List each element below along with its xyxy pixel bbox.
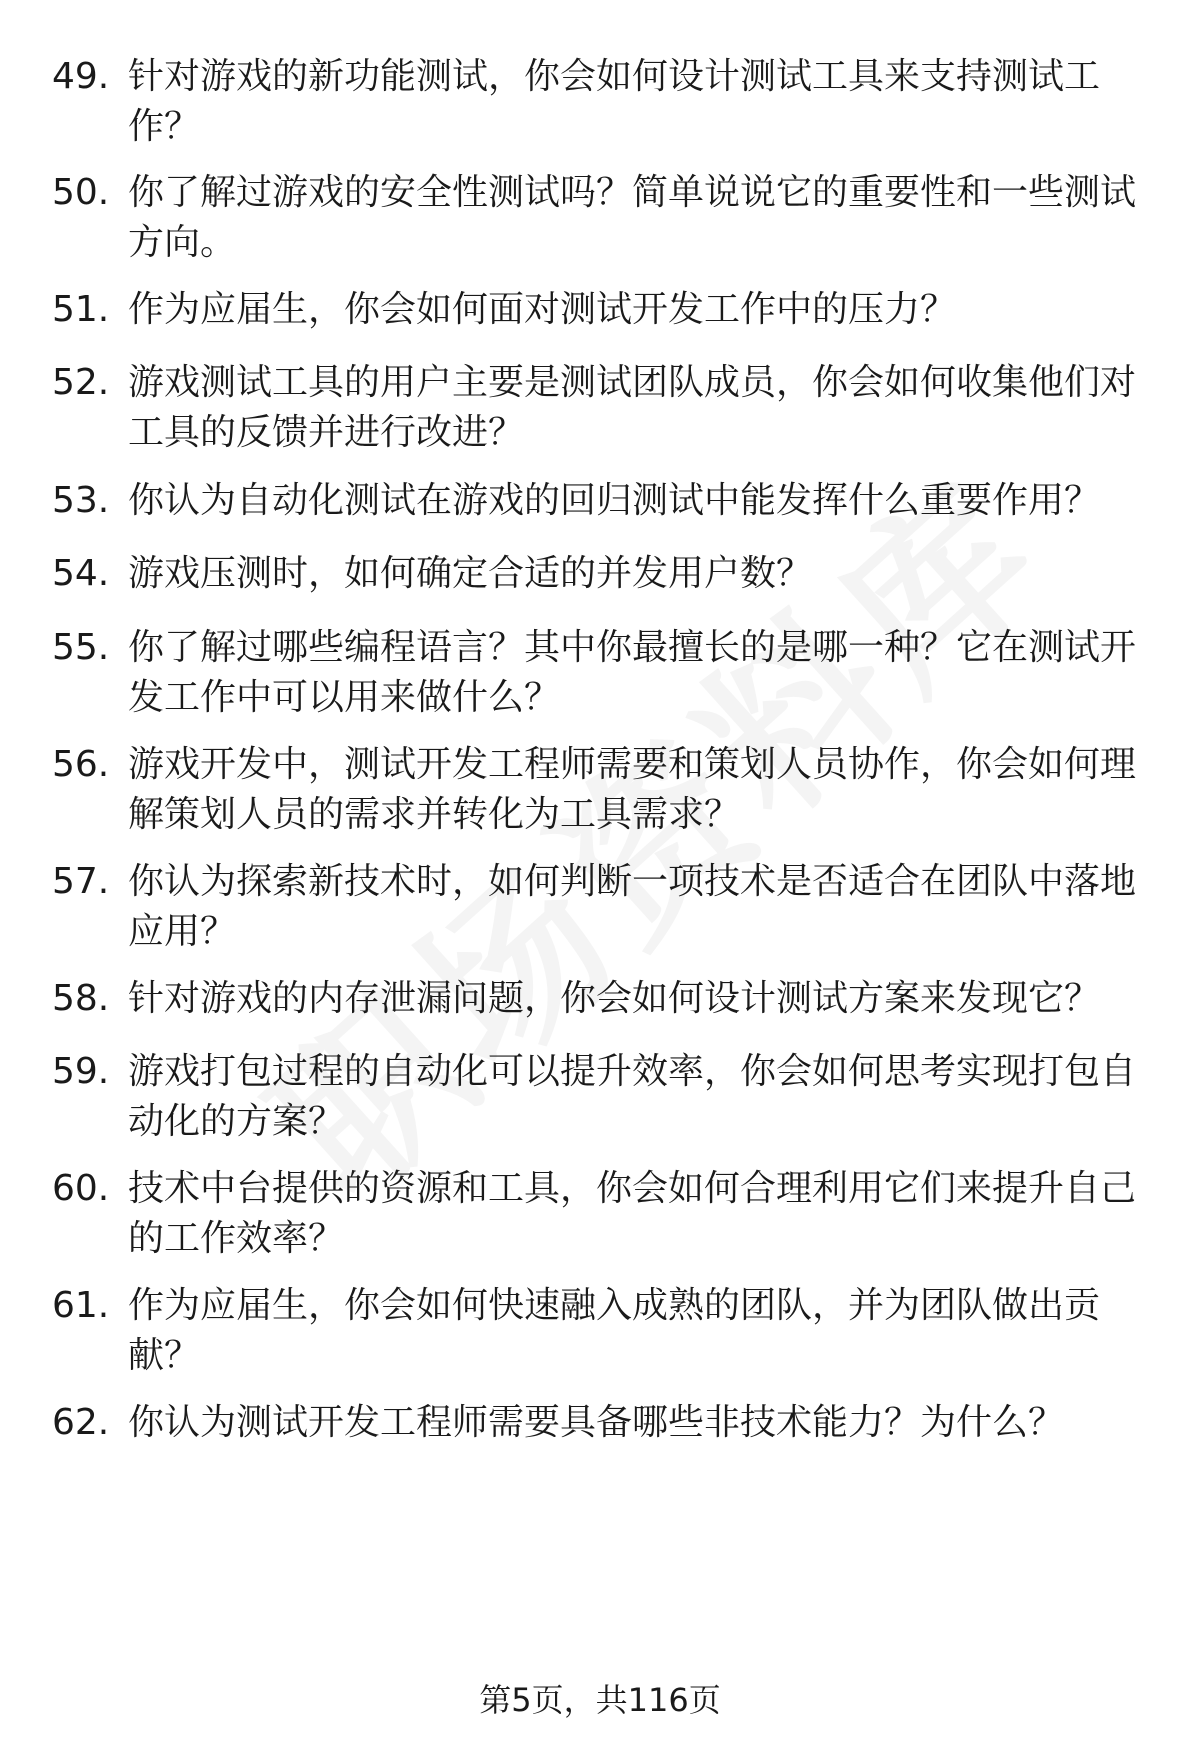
question-item	[52, 1047, 1152, 1147]
question-number: 50.	[52, 172, 110, 213]
question-number: 60.	[52, 1168, 110, 1209]
question-number: 59.	[52, 1051, 110, 1092]
question-text: 游戏打包过程的自动化可以提升效率，你会如何思考实现打包自动化的方案？	[128, 1051, 1137, 1142]
question-text: 你了解过游戏的安全性测试吗？简单说说它的重要性和一些测试方向。	[128, 172, 1137, 263]
question-number: 52.	[52, 362, 110, 403]
question-text: 作为应届生，你会如何快速融入成熟的团队，并为团队做出贡献？	[128, 1285, 1101, 1376]
question-item	[52, 549, 1152, 599]
question-item	[52, 1398, 1152, 1448]
question-number: 51.	[52, 289, 110, 330]
question-item	[52, 857, 1152, 957]
question-number: 53.	[52, 480, 110, 521]
question-item	[52, 52, 1152, 152]
question-item	[52, 740, 1152, 840]
page-number: 第5页，共116页	[479, 1681, 721, 1719]
question-item	[52, 168, 1152, 268]
question-item	[52, 285, 1152, 335]
question-number: 62.	[52, 1402, 110, 1443]
question-text: 游戏压测时，如何确定合适的并发用户数？	[128, 553, 813, 594]
question-text: 你认为测试开发工程师需要具备哪些非技术能力？为什么？	[128, 1402, 1065, 1443]
question-number: 61.	[52, 1285, 110, 1326]
question-number: 54.	[52, 553, 110, 594]
question-text: 你了解过哪些编程语言？其中你最擅长的是哪一种？它在测试开发工作中可以用来做什么？	[128, 627, 1137, 718]
question-item	[52, 358, 1152, 458]
question-item	[52, 974, 1152, 1024]
question-number: 49.	[52, 56, 110, 97]
question-number: 55.	[52, 627, 110, 668]
question-number: 57.	[52, 861, 110, 902]
question-item	[52, 476, 1152, 526]
question-item	[52, 623, 1152, 723]
question-text: 游戏开发中，测试开发工程师需要和策划人员协作，你会如何理解策划人员的需求并转化为工具需求？	[128, 744, 1137, 835]
question-text: 针对游戏的内存泄漏问题，你会如何设计测试方案来发现它？	[128, 978, 1101, 1019]
question-text: 技术中台提供的资源和工具，你会如何合理利用它们来提升自己的工作效率？	[128, 1168, 1137, 1259]
question-text: 作为应届生，你会如何面对测试开发工作中的压力？	[128, 289, 957, 330]
question-text: 游戏测试工具的用户主要是测试团队成员，你会如何收集他们对工具的反馈并进行改进？	[128, 362, 1137, 453]
question-text: 你认为探索新技术时，如何判断一项技术是否适合在团队中落地应用？	[128, 861, 1137, 952]
question-item	[52, 1164, 1152, 1264]
question-number: 56.	[52, 744, 110, 785]
question-number: 58.	[52, 978, 110, 1019]
question-item	[52, 1281, 1152, 1381]
question-text: 你认为自动化测试在游戏的回归测试中能发挥什么重要作用？	[128, 480, 1101, 521]
question-text: 针对游戏的新功能测试，你会如何设计测试工具来支持测试工作？	[128, 56, 1101, 147]
